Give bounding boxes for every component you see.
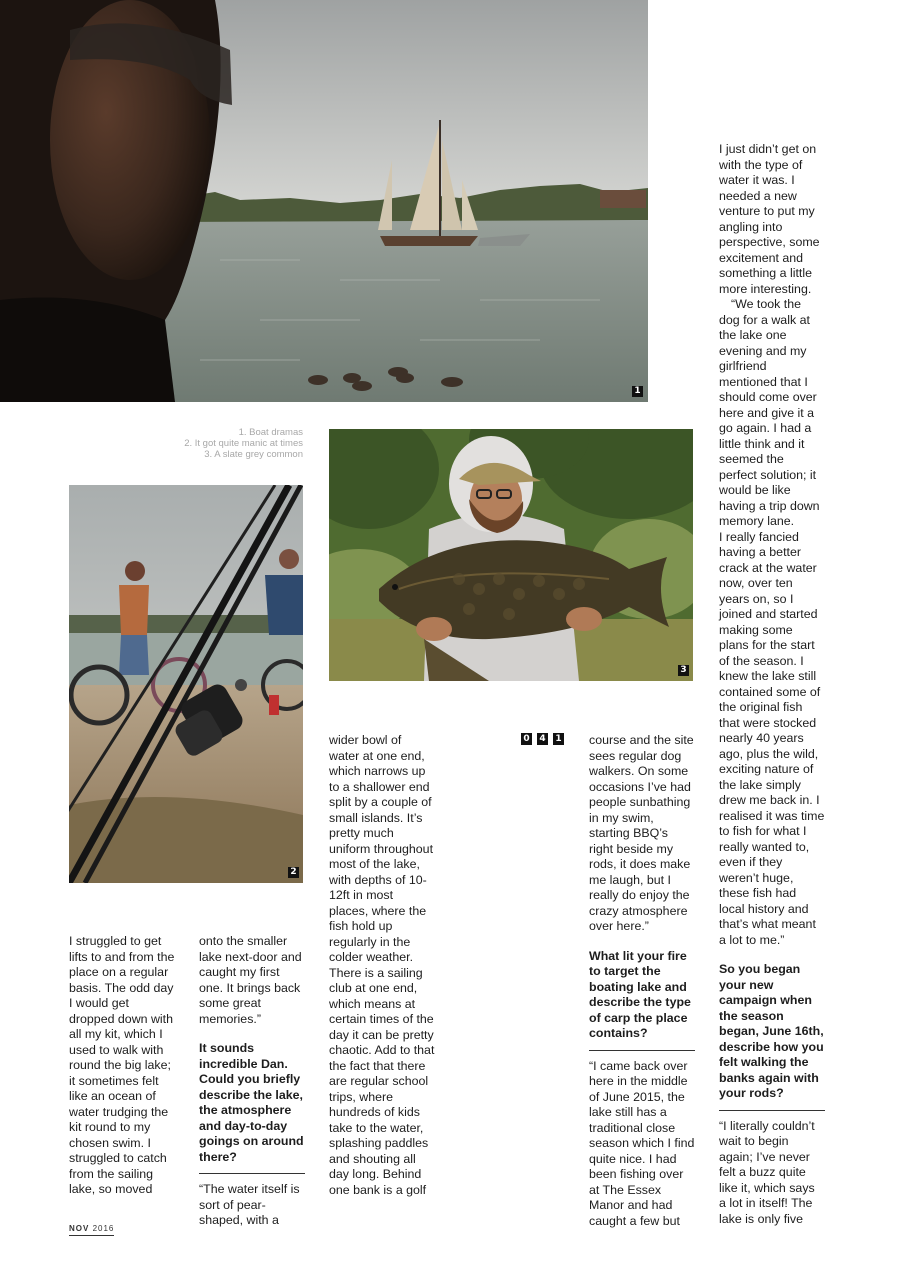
footer-year: 2016 <box>92 1224 115 1233</box>
issue-date-footer <box>69 1224 114 1236</box>
interview-question: So you began your new campaign when the season began, June 16th, describe how you felt walking the banks again with your rods? <box>719 962 825 1111</box>
photo-boat <box>0 0 648 402</box>
page-number-digit: 0 <box>521 733 532 745</box>
photo-number-1: 1 <box>632 386 643 397</box>
rods-scene-illustration <box>69 485 303 883</box>
article-column-1 <box>69 934 175 1198</box>
article-column-2 <box>199 934 305 1229</box>
body-text: wider bowl of water at one end, which narrows up to a shallower end split by a couple of small islands. It’s pretty much uniform throughout most of the lake, with depths of 10-12ft in most places, where the fish hold up regularly in the colder weather. There is a sailing club at one end, which means at certain times of the day it can be pretty chaotic. Add to that the fact that there are regular school trips, where hundreds of kids take to the water, splashing paddles and shouting all day long. Behind one bank is a golf <box>329 733 435 1197</box>
page-number-digit: 4 <box>537 733 548 745</box>
body-text: “We took the dog for a walk at the lake one evening and my girlfriend mentioned that I should come over here and give it a go again. I had a little think and it seemed the perfect solution; it would be like having a trip down memory lane. <box>719 297 820 528</box>
caption-2: 2. It got quite manic at times <box>184 438 303 449</box>
body-text: course and the site sees regular dog walkers. On some occasions I’ve had people sunbathing in my swim, starting BBQ’s right beside my rods, it does make me laugh, but I really do enjoy the crazy atmosphere over here.” <box>589 733 694 933</box>
photo-number-3: 3 <box>678 665 689 676</box>
body-text: I just didn’t get on with the type of water it was. I needed a new venture to put my angling into perspective, some excitement and something a little more interesting. <box>719 142 820 296</box>
photo-number-2: 2 <box>288 867 299 878</box>
caption-1: 1. Boat dramas <box>238 427 303 438</box>
body-text: I really fancied having a better crack at the water now, over ten years on, so I joined and started making some plans for the start of the season. I knew the lake still contained some of the original fish that were stocked nearly 40 years ago, plus the wild, exciting nature of the lake simply drew me back in. I realised it was time to fish for what I really wanted to, even if they weren’t huge, these fish had local history and that’s what meant a lot to me.” <box>719 529 825 947</box>
footer-month: NOV <box>69 1224 90 1233</box>
body-text: onto the smaller lake next-door and caught my first one. It brings back some great memories.” <box>199 934 302 1026</box>
body-text: “The water itself is sort of pear-shaped, with a <box>199 1182 300 1227</box>
body-text: “I came back over here in the middle of June 2015, the lake still has a traditional close season which I find quite nice. I had been fishing over at The Essex Manor and had caught a few but <box>589 1058 695 1228</box>
carp-scene-illustration <box>329 429 693 681</box>
caption-3: 3. A slate grey common <box>204 449 303 460</box>
article-column-5 <box>719 142 825 1227</box>
boat-scene-illustration <box>0 0 648 402</box>
page-number-digit: 1 <box>553 733 564 745</box>
article-column-4 <box>589 733 695 1229</box>
photo-carp <box>329 429 693 681</box>
article-column-3 <box>329 733 435 1198</box>
photo-captions <box>130 427 303 460</box>
body-text: “I literally couldn’t wait to begin again; I’ve never felt a buzz quite like it, which says a lot in itself! The lake is only five <box>719 1118 815 1226</box>
photo-rods <box>69 485 303 883</box>
interview-question: What lit your fire to target the boating lake and describe the type of carp the place contains? <box>589 949 695 1051</box>
body-text: I struggled to get lifts to and from the place on a regular basis. The odd day I would get dropped down with all my kit, which I used to walk with round the big lake; it sometimes felt like an ocean of water trudging the kit round to my chosen swim. I struggled to catch from the sailing lake, so moved <box>69 934 175 1196</box>
interview-question: It sounds incredible Dan. Could you briefly describe the lake, the atmosphere and day-to-day goings on around there? <box>199 1041 305 1174</box>
